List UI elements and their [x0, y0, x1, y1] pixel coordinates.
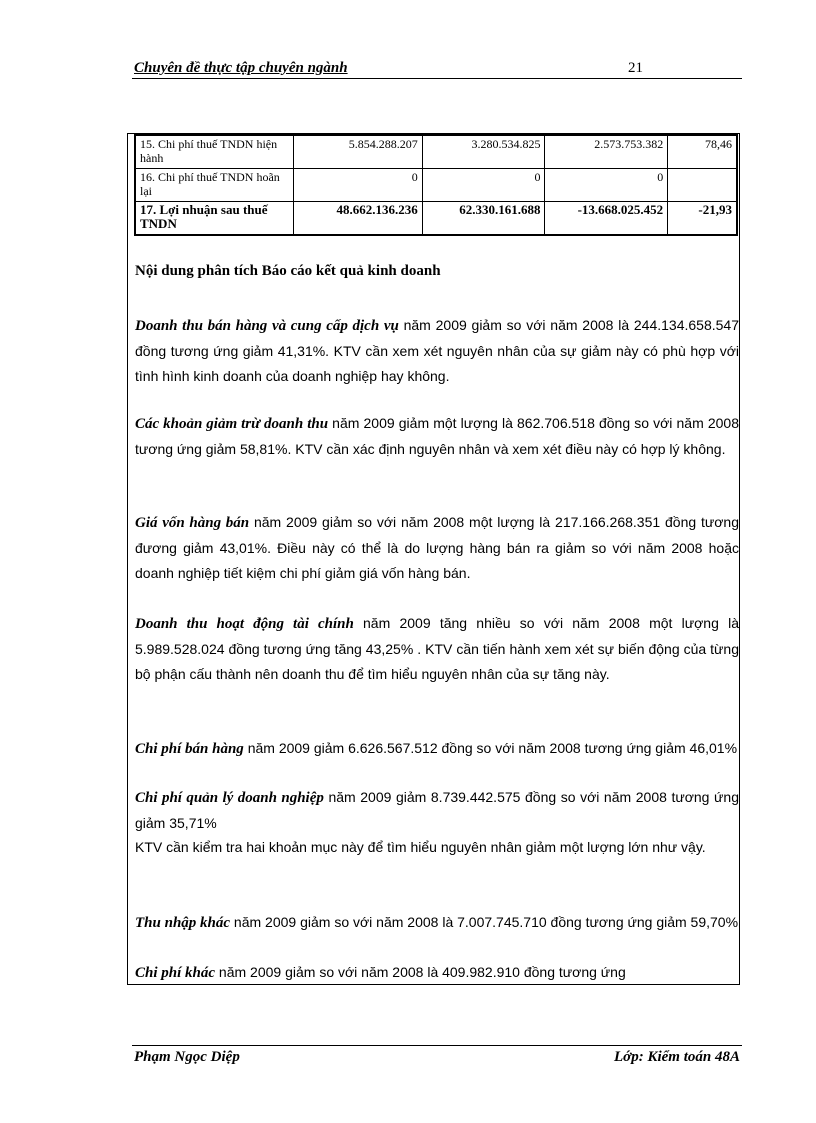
- paragraph-text: năm 2009 giảm 8.739.442.575 đồng so với năm 2008 tương ứng giảm 35,71%: [135, 789, 739, 831]
- paragraph-term: Giá vốn hàng bán: [135, 515, 250, 531]
- page-number: 21: [628, 60, 643, 76]
- paragraph-ktv-note: [135, 835, 739, 860]
- paragraph-revenue: [135, 313, 739, 389]
- footer-author: Phạm Ngọc Diệp: [134, 1049, 240, 1065]
- income-statement-table: [134, 134, 738, 236]
- row-label: 16. Chi phí thuế TNDN hoãn lại: [135, 168, 294, 201]
- paragraph-text: năm 2009 giảm 6.626.567.512 đồng so với năm 2008 tương ứng giảm 46,01%: [243, 740, 738, 756]
- paragraph-financial-revenue: [135, 611, 739, 687]
- paragraph-other-expenses: [135, 960, 739, 986]
- row-label: 15. Chi phí thuế TNDN hiện hành: [135, 135, 294, 168]
- value-2009: 48.662.136.236: [294, 201, 423, 235]
- paragraph-term: Thu nhập khác: [135, 915, 231, 931]
- paragraph-text: năm 2009 giảm so với năm 2008 là 244.134.658.547 đồng tương ứng giảm 41,31%. KTV cần xem xét nguyên nhân của sự giảm này có phù hợp với tình hình kinh doanh của doanh nghiệp hay không.: [135, 317, 739, 384]
- paragraph-other-income: [135, 910, 739, 936]
- difference: 2.573.753.382: [545, 135, 668, 168]
- difference: -13.668.025.452: [545, 201, 668, 235]
- table-row: [135, 168, 737, 201]
- paragraph-term: Doanh thu hoạt động tài chính: [135, 616, 354, 632]
- paragraph-term: Chi phí quản lý doanh nghiệp: [135, 790, 324, 806]
- footer-class: Lớp: Kiểm toán 48A: [614, 1049, 740, 1065]
- value-2008: 3.280.534.825: [422, 135, 545, 168]
- paragraph-cogs: [135, 510, 739, 586]
- paragraph-selling-expenses: [135, 736, 739, 762]
- page-header: [132, 58, 742, 79]
- paragraph-text: năm 2009 giảm so với năm 2008 là 409.982.910 đồng tương ứng: [215, 964, 626, 980]
- paragraph-term: Doanh thu bán hàng và cung cấp dịch vụ: [135, 318, 399, 334]
- paragraph-admin-expenses: [135, 785, 739, 836]
- table-row: [135, 135, 737, 168]
- paragraph-text: năm 2009 giảm so với năm 2008 một lượng là 217.166.268.351 đồng tương đương giảm 43,01%. Điều này có thể là do lượng hàng bán ra giảm so với năm 2008 hoặc doanh nghiệp tiết kiệm chi phí giảm giá vốn hàng bán.: [135, 514, 739, 581]
- difference: 0: [545, 168, 668, 201]
- percent-change: 78,46: [668, 135, 737, 168]
- value-2009: 5.854.288.207: [294, 135, 423, 168]
- page-footer: [132, 1045, 742, 1070]
- percent-change: -21,93: [668, 201, 737, 235]
- paragraph-term: Chi phí khác: [135, 965, 216, 981]
- value-2008: 0: [422, 168, 545, 201]
- value-2008: 62.330.161.688: [422, 201, 545, 235]
- header-title: Chuyên đề thực tập chuyên ngành: [134, 60, 348, 76]
- paragraph-text: năm 2009 tăng nhiều so với năm 2008 một lượng là 5.989.528.024 đồng tương ứng tăng 43,25% . KTV cần tiến hành xem xét sự biến động của từng bộ phận cấu thành nên doanh thu để tìm hiểu nguyên nhân của sự tăng này.: [135, 615, 739, 682]
- row-label: 17. Lợi nhuận sau thuế TNDN: [135, 201, 294, 235]
- section-title: Nội dung phân tích Báo cáo kết quả kinh doanh: [135, 263, 441, 279]
- paragraph-text: KTV cần kiểm tra hai khoản mục này để tìm hiểu nguyên nhân giảm một lượng lớn như vậy.: [135, 839, 706, 855]
- table-row: [135, 201, 737, 235]
- paragraph-text: năm 2009 giảm so với năm 2008 là 7.007.745.710 đồng tương ứng giảm 59,70%: [230, 914, 739, 930]
- percent-change: [668, 168, 737, 201]
- value-2009: 0: [294, 168, 423, 201]
- paragraph-text: năm 2009 giảm một lượng là 862.706.518 đồng so với năm 2008 tương ứng giảm 58,81%. KTV cần xác định nguyên nhân và xem xét điều này có hợp lý không.: [135, 415, 740, 457]
- paragraph-revenue-deductions: [135, 411, 739, 462]
- paragraph-term: Chi phí bán hàng: [135, 741, 244, 757]
- paragraph-term: Các khoản giảm trừ doanh thu: [135, 416, 329, 432]
